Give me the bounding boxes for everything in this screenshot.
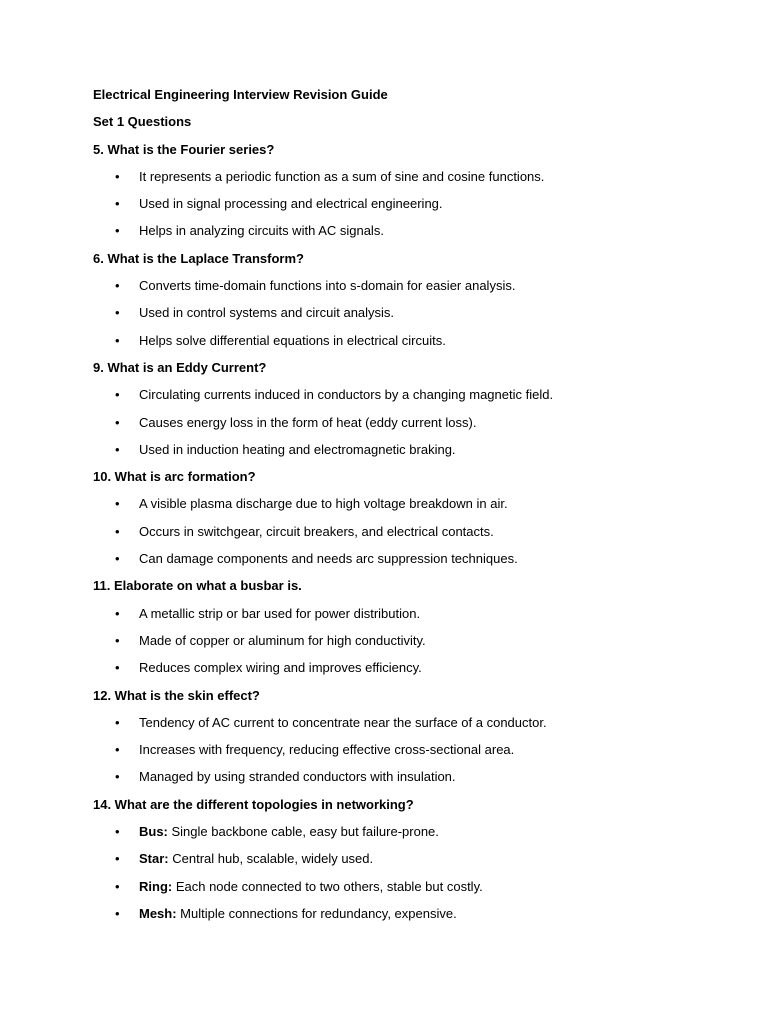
list-item [93,659,713,677]
bullet-icon: • [115,878,120,894]
bullet-icon: • [115,223,120,239]
bullet-icon: • [115,332,120,348]
bullet-icon: • [115,660,120,676]
list-item [93,222,713,240]
list-item [93,277,713,295]
bullet-text: Increases with frequency, reducing effective cross-sectional area. [139,742,515,758]
bullet-text: It represents a periodic function as a sum of sine and cosine functions. [139,168,545,184]
list-item [93,550,713,568]
bullet-text: Helps in analyzing circuits with AC signals. [139,223,384,239]
bullet-icon: • [115,905,120,921]
bullet-text: Circulating currents induced in conductors by a changing magnetic field. [139,387,554,403]
bullet-icon: • [115,523,120,539]
list-item [93,850,713,868]
list-item [93,386,713,404]
question-heading: 14. What are the different topologies in networking? [93,796,414,812]
bullet-lead: Mesh: [139,905,177,921]
bullet-text: Helps solve differential equations in electrical circuits. [139,332,446,348]
bullet-text: A visible plasma discharge due to high voltage breakdown in air. [139,496,508,512]
question-heading: 11. Elaborate on what a busbar is. [93,578,302,594]
bullet-lead: Ring: [139,878,173,894]
list-item [93,714,713,732]
list-item [93,632,713,650]
bullet-text: Each node connected to two others, stable but costly. [172,878,483,894]
bullet-icon: • [115,551,120,567]
question-heading: 5. What is the Fourier series? [93,141,275,157]
list-item [93,823,713,841]
question-heading: 10. What is arc formation? [93,469,256,485]
list-item [93,878,713,896]
bullet-text: Converts time-domain functions into s-domain for easier analysis. [139,278,516,294]
bullet-icon: • [115,441,120,457]
question-heading: 9. What is an Eddy Current? [93,359,267,375]
list-item [93,195,713,213]
bullet-icon: • [115,632,120,648]
set-label: Set 1 Questions [93,114,192,130]
bullet-text: Tendency of AC current to concentrate near the surface of a conductor. [139,714,547,730]
bullet-icon: • [115,496,120,512]
bullet-text: Single backbone cable, easy but failure-prone. [167,824,439,840]
bullet-icon: • [115,714,120,730]
bullet-text: Used in control systems and circuit analysis. [139,305,395,321]
document-title: Electrical Engineering Interview Revision Guide [93,87,388,102]
bullet-text: Used in signal processing and electrical engineering. [139,196,443,212]
list-item [93,168,713,186]
bullet-text: Managed by using stranded conductors with insulation. [139,769,456,785]
bullet-text: Used in induction heating and electromagnetic braking. [139,441,456,457]
question-heading: 12. What is the skin effect? [93,687,260,703]
bullet-icon: • [115,414,120,430]
bullet-lead: Star: [139,851,169,867]
list-item [93,441,713,459]
bullet-text: Central hub, scalable, widely used. [168,851,374,867]
bullet-text: Occurs in switchgear, circuit breakers, and electrical contacts. [139,523,494,539]
bullet-icon: • [115,851,120,867]
bullet-icon: • [115,742,120,758]
bullet-text: Made of copper or aluminum for high conductivity. [139,632,426,648]
bullet-lead: Bus: [139,824,168,840]
bullet-icon: • [115,387,120,403]
bullet-text: Reduces complex wiring and improves efficiency. [139,660,422,676]
bullet-text: Multiple connections for redundancy, expensive. [176,905,457,921]
bullet-icon: • [115,168,120,184]
list-item [93,605,713,623]
bullet-text: A metallic strip or bar used for power distribution. [139,605,421,621]
bullet-icon: • [115,824,120,840]
list-item [93,905,713,923]
question-heading: 6. What is the Laplace Transform? [93,250,304,266]
list-item [93,523,713,541]
list-item [93,414,713,432]
list-item [93,332,713,350]
bullet-icon: • [115,605,120,621]
list-item [93,768,713,786]
question-sections [93,141,713,923]
document-page [93,86,713,932]
list-item [93,304,713,322]
list-item [93,741,713,759]
bullet-icon: • [115,769,120,785]
bullet-icon: • [115,196,120,212]
bullet-icon: • [115,305,120,321]
bullet-text: Can damage components and needs arc suppression techniques. [139,551,518,567]
bullet-icon: • [115,278,120,294]
bullet-text: Causes energy loss in the form of heat (eddy current loss). [139,414,477,430]
list-item [93,495,713,513]
